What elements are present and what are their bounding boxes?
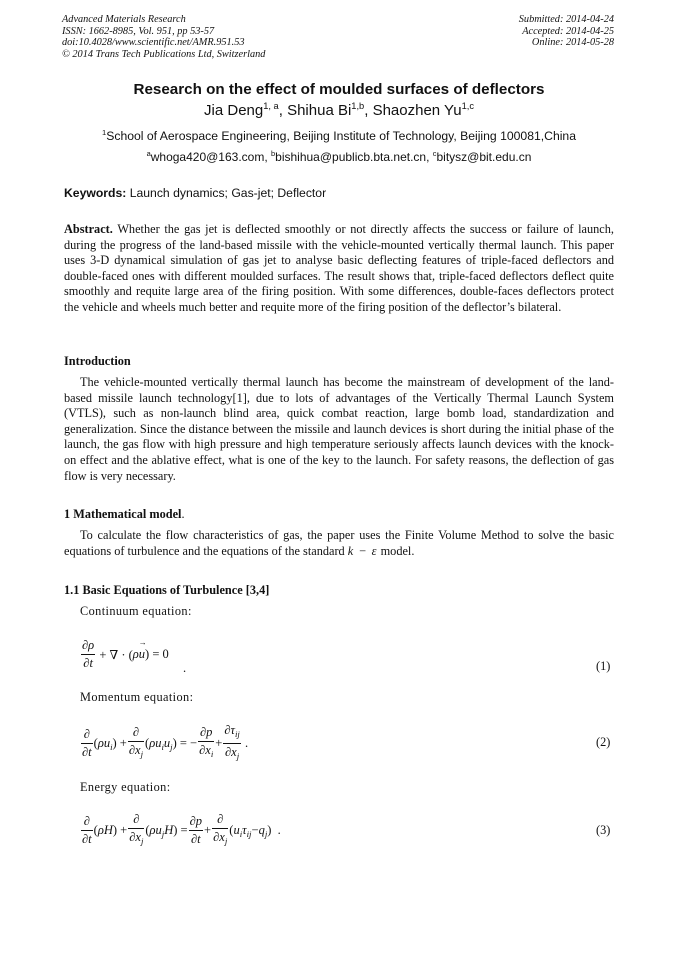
keywords-text: Launch dynamics; Gas-jet; Deflector: [129, 186, 327, 200]
affiliation-text: School of Aerospace Engineering, Beijing Institute of Technology, Beijing 100081,China: [106, 129, 576, 143]
author-name: Jia Deng: [204, 102, 264, 119]
abstract: [64, 222, 614, 316]
partial-dxj: $\frac{\partial}{\partial x_j}$: [213, 812, 228, 846]
section-1-dot: .: [181, 507, 185, 521]
section-1-heading: [64, 507, 185, 522]
keywords-label: Keywords:: [64, 186, 127, 200]
continuum-label: Continuum equation:: [80, 604, 192, 618]
equation-1: $\frac{\partial\rho}{\partial t}$ + ∇ · ( ρ → u ) = 0: [80, 637, 169, 672]
email-sup: c: [432, 149, 437, 158]
email-link[interactable]: whoga420@163.com: [150, 150, 265, 164]
date-info: [519, 14, 614, 49]
issn-line: ISSN: 1662-8985, Vol. 951, pp 53-57: [62, 25, 215, 37]
email-link[interactable]: bishihua@publicb.bta.net.cn: [275, 150, 427, 164]
equation-1-period: .: [183, 661, 187, 675]
section-1-text-after: model.: [380, 543, 415, 558]
online-date: Online: 2014-05-28: [531, 37, 614, 48]
equation-1-number: (1): [596, 659, 611, 673]
affiliation-sup: 1: [102, 127, 107, 137]
author-list: Jia Deng$^{1, a}$, Shihua Bi$^{1,b}$, Shaozhen Yu$^{1,c}$: [204, 101, 474, 119]
partial-dxj: $\frac{\partial}{\partial x_j}$: [129, 812, 144, 846]
accepted-date: Accepted: 2014-04-25: [522, 25, 614, 37]
doi-line: doi:10.4028/www.scientific.net/AMR.951.53: [62, 37, 245, 48]
author-sup: 1,b: [351, 101, 365, 111]
model-symbol: k − ε: [347, 543, 378, 558]
partial-rho-dt: $\frac{\partial\rho}{\partial t}$: [82, 638, 95, 670]
abstract-text: Whether the gas jet is deflected smoothly or not directly affects the success or failure of launch, during the progress of the land-based missile with the vehicle-mounted vertically thermal launch. This paper uses 3-D dynamical simulation of gas jet to analyse basic deflecting features of triple-faced deflectors and double-faced ones with different moulded surfaces. The result shows that, triple-faced deflectors deflect quite smoothly and requite large area of the firing position. With some differences, double-faces deflectors protect the vehicle and wheels much better and requite more of the firing position of the deflector’s bilateral.: [64, 222, 614, 314]
author-name: Shihua Bi: [287, 102, 352, 119]
author-sup: 1,c: [461, 101, 474, 111]
partial-p-dxi: $\frac{\partial p}{\partial x_i}$: [199, 725, 214, 759]
email-sup: a: [146, 149, 151, 158]
section-1-title: 1 Mathematical model: [64, 507, 182, 521]
introduction-text: The vehicle-mounted vertically thermal launch has become the mainstream of development of the land-based missile launch technology[1], due to lots of advantages of the Vertically Thermal Launch System (VTLS), such as non-launch blind area, quick combat reaction, large bomb load, standardization and generalization. Since the distance between the missile and launch devices is short during the initial phase of the launch, the gas flow with high pressure and high temperature seriously affects launch devices with the knock-on effect and the ablative effect, what is one of the key to the launch. For safety reasons, the deflection of gas flow is very necessary.: [64, 375, 614, 483]
section-1-1-heading: 1.1 Basic Equations of Turbulence [3,4]: [64, 583, 270, 597]
partial-tau-dxj: $\frac{\partial\tau_{ij}}{\partial x_j}$: [224, 723, 240, 761]
energy-label: Energy equation:: [80, 780, 171, 794]
journal-info: [62, 14, 265, 60]
email-sup: b: [271, 149, 276, 158]
author-name: Shaozhen Yu: [372, 102, 462, 119]
equation-3-number: (3): [596, 823, 611, 837]
keywords: [64, 186, 326, 200]
equation-2: $\frac{\partial}{\partial t}$ ( $\rho u_i$ ) + $\frac{\partial}{\partial x_j}$ ( $\rho u_iu_j$ ) = − $\frac{\partial p}{\partial x_i}$ + $\frac{\partial\tau_{ij}}{\partial x_j}$ .: [80, 722, 248, 765]
journal-name: Advanced Materials Research: [62, 14, 186, 25]
submitted-date: Submitted: 2014-04-24: [518, 14, 614, 25]
partial-dxj: $\frac{\partial}{\partial x_j}$: [128, 725, 144, 759]
abstract-label: Abstract.: [64, 222, 113, 236]
email-list: $^a$whoga420@163.com, $^b$bishihua@publicb.bta.net.cn, $^c$bitysz@bit.edu.cn: [146, 149, 532, 164]
introduction-heading: Introduction: [64, 354, 131, 368]
section-1-text: [64, 528, 614, 559]
partial-dt: $\frac{\partial}{\partial t}$: [82, 814, 92, 846]
partial-p-dt: $\frac{\partial p}{\partial t}$: [189, 814, 203, 846]
copyright-line: © 2014 Trans Tech Publications Ltd, Switzerland: [62, 48, 266, 60]
equation-3: $\frac{\partial}{\partial t}$ ( ρH ) + $\frac{\partial}{\partial x_j}$ ( $\rho u_jH$ ) = $\frac{\partial p}{\partial t}$ + $\frac{\partial}{\partial x_j}$ ( $u_i\tau_{ij}$ − $q_j$ ) .: [80, 811, 281, 850]
paper-title: Research on the effect of moulded surfaces of deflectors: [133, 81, 545, 98]
partial-dt: $\frac{\partial}{\partial t}$: [82, 727, 92, 759]
momentum-label: Momentum equation:: [80, 690, 194, 704]
affiliation: [0, 129, 678, 143]
section-1-text-before: To calculate the flow characteristics of gas, the paper uses the Finite Volume Method to solve the basic equations of turbulence and the equations of the standard: [64, 528, 614, 558]
email-link[interactable]: bitysz@bit.edu.cn: [436, 150, 532, 164]
author-sup: 1, a: [263, 101, 279, 111]
equation-2-number: (2): [596, 735, 611, 749]
